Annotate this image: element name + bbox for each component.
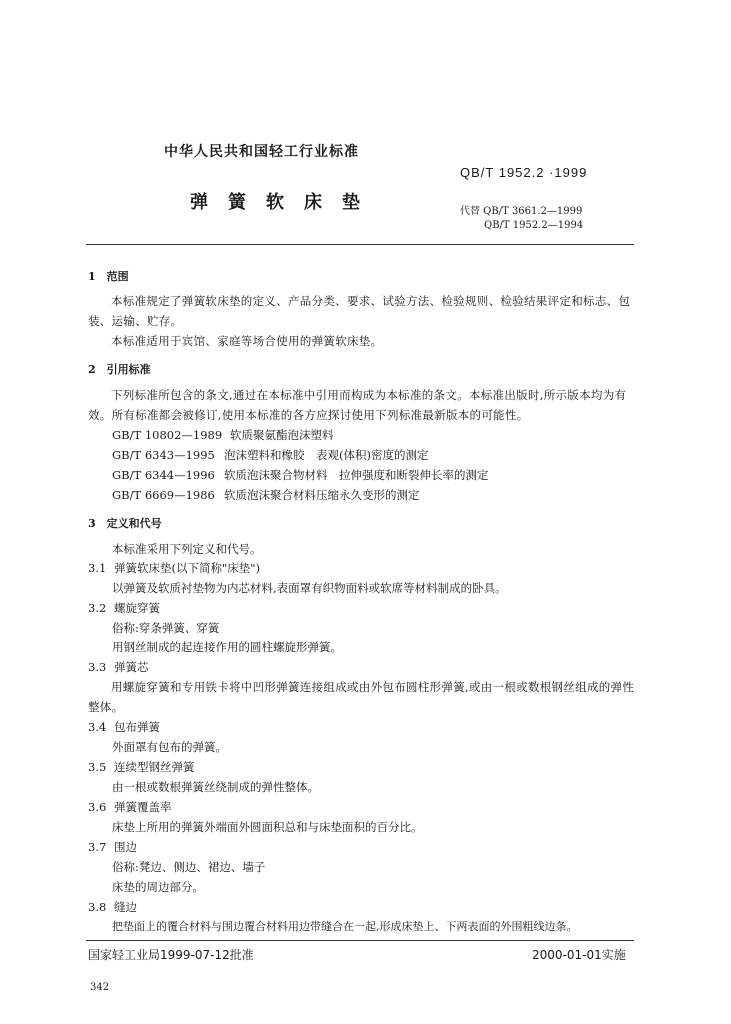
- definition-number: 3.2: [88, 601, 107, 615]
- section-1-heading: 1 范围: [88, 270, 129, 283]
- definition-3-7-text: 床垫的周边部分。: [112, 880, 204, 894]
- definition-number: 3.7: [88, 840, 107, 854]
- definition-term: 弹簧芯: [114, 660, 149, 674]
- reference-3: [112, 465, 489, 485]
- reference-4: [112, 485, 420, 505]
- definition-3-2-text: 用钢丝制成的起连接作用的圆柱螺旋形弹簧。: [112, 640, 342, 654]
- definition-3-8-text: 把垫面上的覆合材料与围边覆合材料用边带缝合在一起,形成床垫上、下两表面的外围粗线边条。: [112, 920, 578, 933]
- definition-3-3-text: 用螺旋穿簧和专用铁卡将中凹形弹簧连接组成或由外包布圆柱形弹簧,或由一根或数根钢丝组成的弹性整体。: [88, 680, 635, 714]
- definition-term: 弹簧软床垫(以下简称"床垫"): [114, 561, 261, 575]
- definition-3-2-alias: 俗称:穿条弹簧、穿簧: [112, 621, 220, 635]
- definition-3-4-text: 外面罩有包布的弹簧。: [112, 740, 227, 754]
- replaces-line-2: QB/T 1952.2—1994: [484, 220, 584, 231]
- reference-code: GB/T 10802—1989: [112, 428, 223, 442]
- definition-number: 3.4: [88, 720, 107, 734]
- definition-term: 围边: [114, 840, 137, 854]
- header-divider: [86, 244, 634, 245]
- definition-3-3-heading: [88, 657, 149, 677]
- definition-number: 3.3: [88, 660, 107, 674]
- definition-3-7-heading: [88, 837, 137, 857]
- approval-date: 国家轻工业局1999-07-12批准: [88, 948, 254, 962]
- issuing-body-title: 中华人民共和国轻工行业标准: [164, 144, 359, 160]
- section-1-paragraph-1: 本标准规定了弹簧软床垫的定义、产品分类、要求、试验方法、检验规则、检验结果评定和标志、包装、运输、贮存。: [88, 294, 631, 328]
- reference-1: [112, 425, 334, 445]
- definition-number: 3.8: [88, 900, 107, 914]
- definition-3-6-text: 床垫上所用的弹簧外端面外圆面积总和与床垫面积的百分比。: [112, 820, 423, 834]
- reference-name: 泡沫塑料和橡胶 表观(体积)密度的测定: [224, 448, 429, 462]
- reference-2: [112, 445, 428, 465]
- definition-3-2-heading: [88, 598, 160, 618]
- definition-number: 3.6: [88, 800, 107, 814]
- effective-date: 2000-01-01实施: [532, 948, 626, 962]
- definition-3-4-heading: [88, 717, 160, 737]
- footer-divider: [86, 940, 634, 941]
- page-number: 342: [90, 982, 110, 993]
- reference-name: 软质泡沫聚合材料压缩永久变形的测定: [224, 488, 420, 502]
- section-3-heading: 3 定义和代号: [88, 517, 162, 530]
- standard-number: QB/T 1952.2 ·1999: [460, 165, 588, 180]
- reference-name: 软质聚氨酯泡沫塑料: [230, 428, 334, 442]
- reference-code: GB/T 6344—1996: [112, 468, 215, 482]
- definition-term: 包布弹簧: [114, 720, 160, 734]
- definition-term: 螺旋穿簧: [114, 601, 160, 615]
- definition-3-1-text: 以弹簧及软质衬垫物为内芯材料,表面罩有织物面料或软席等材料制成的卧具。: [112, 581, 507, 595]
- definition-term: 连续型钢丝弹簧: [114, 760, 195, 774]
- section-1-paragraph-2: 本标准适用于宾馆、家庭等场合使用的弹簧软床垫。: [111, 334, 383, 348]
- section-3-intro: 本标准采用下列定义和代号。: [112, 542, 262, 556]
- definition-term: 弹簧覆盖率: [114, 800, 172, 814]
- definition-term: 缝边: [114, 900, 137, 914]
- reference-name: 软质泡沫聚合物材料 拉伸强度和断裂伸长率的测定: [224, 468, 489, 482]
- document-title: 弹簧软床垫: [190, 192, 380, 213]
- reference-code: GB/T 6669—1986: [112, 488, 215, 502]
- definition-3-6-heading: [88, 797, 172, 817]
- definition-3-7-alias: 俗称:凳边、侧边、裙边、墙子: [112, 860, 266, 874]
- replaces-line-1: 代替 QB/T 3661.2—1999: [460, 206, 583, 217]
- definition-3-8-heading: [88, 897, 137, 917]
- reference-code: GB/T 6343—1995: [112, 448, 215, 462]
- definition-number: 3.1: [88, 561, 107, 575]
- section-2-heading: 2 引用标准: [88, 363, 151, 376]
- definition-3-5-heading: [88, 757, 195, 777]
- definition-3-5-text: 由一根或数根弹簧丝绕制成的弹性整体。: [112, 780, 319, 794]
- definition-number: 3.5: [88, 760, 107, 774]
- definition-3-1-heading: [88, 558, 260, 578]
- section-2-paragraph-1: 下列标准所包含的条文,通过在本标准中引用而构成为本标准的条文。本标准出版时,所示版本均为有效。所有标准都会被修订,使用本标准的各方应探讨使用下列标准最新版本的可能性。: [88, 388, 627, 422]
